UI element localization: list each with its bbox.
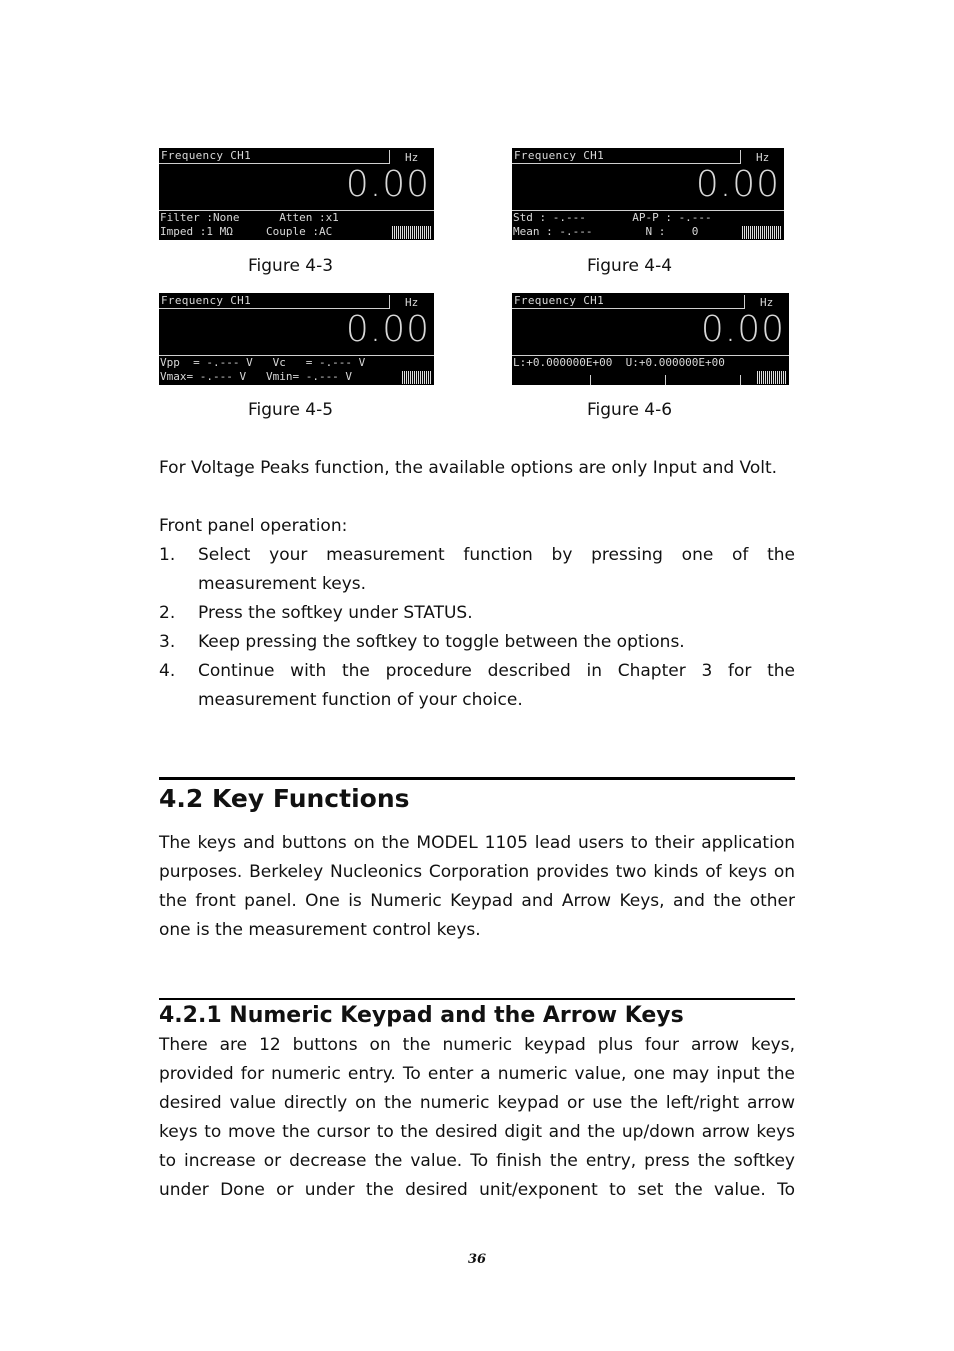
lcd-unit: Hz [760, 296, 774, 309]
lcd-status-row-1: Filter :None Atten :x1 [160, 211, 339, 224]
section-rule [159, 777, 795, 780]
paragraph-voltage-peaks: For Voltage Peaks function, the available options are only Input and Volt. [159, 458, 778, 478]
figure-caption: Figure 4-4 [587, 256, 673, 276]
lcd-title: Frequency CH1 [514, 294, 604, 307]
list-number: 4. [159, 661, 176, 681]
softkey-label [392, 226, 432, 239]
lcd-title: Frequency CH1 [161, 149, 251, 162]
lcd-unit: Hz [405, 151, 419, 164]
lcd-status-row-2: Imped :1 MΩ Couple :AC [160, 225, 333, 238]
softkey-label [757, 371, 787, 384]
section-rule [159, 998, 795, 1000]
softkey-label [742, 226, 782, 239]
list-item [159, 599, 795, 628]
lcd-reading: 0.00 [345, 164, 430, 205]
list-text: Select your measurement function by pressing one of the measurement keys. [198, 545, 795, 594]
lcd-figure-4-5 [159, 293, 434, 385]
lcd-reading: 0.00 [700, 309, 785, 350]
list-item [159, 657, 795, 715]
figure-caption: Figure 4-6 [587, 400, 673, 420]
lcd-reading: 0.00 [345, 309, 430, 350]
softkey-label [402, 371, 432, 384]
lcd-figure-4-4 [512, 148, 784, 240]
section-heading-4-2: 4.2 Key Functions [159, 784, 410, 813]
front-panel-heading: Front panel operation: [159, 516, 348, 536]
list-number: 1. [159, 545, 176, 565]
lcd-status-row-2: Vmax= -.--- V Vmin= -.--- V [160, 370, 353, 383]
lcd-status-row-1: Std : -.--- AP-P : -.--- [513, 211, 712, 224]
figure-caption: Figure 4-3 [248, 256, 334, 276]
list-item [159, 628, 795, 657]
lcd-status-row-2: Mean : -.--- N : 0 [513, 225, 699, 238]
list-text: Press the softkey under STATUS. [198, 603, 473, 623]
list-item [159, 541, 795, 599]
list-text: Continue with the procedure described in Chapter 3 for the measurement function of your choice. [198, 661, 795, 710]
lcd-status-row-1: L:+0.000000E+00 U:+0.000000E+00 [513, 356, 725, 369]
section-4-2-1-body: There are 12 buttons on the numeric keypad plus four arrow keys, provided for numeric entry. To enter a numeric value, one may input the desired value directly on the numeric keypad or use the left/right arrow keys to move the cursor to the desired digit and the up/down arrow keys to increase or decrease the value. To finish the entry, press the softkey under Done or under the desired unit/exponent to set the value. To [159, 1035, 795, 1200]
lcd-unit: Hz [756, 151, 770, 164]
lcd-title: Frequency CH1 [514, 149, 604, 162]
page-number: 36 [467, 1252, 487, 1267]
list-number: 2. [159, 603, 176, 623]
lcd-status-row-1: Vpp = -.--- V Vc = -.--- V [160, 356, 366, 369]
figure-caption: Figure 4-5 [248, 400, 334, 420]
lcd-figure-4-6 [512, 293, 789, 385]
list-text: Keep pressing the softkey to toggle between the options. [198, 632, 685, 652]
lcd-unit: Hz [405, 296, 419, 309]
lcd-reading: 0.00 [695, 164, 780, 205]
lcd-title: Frequency CH1 [161, 294, 251, 307]
list-number: 3. [159, 632, 176, 652]
section-4-2-body: The keys and buttons on the MODEL 1105 lead users to their application purposes. Berkeley Nucleonics Corporation provides two kinds of keys on the front panel. One is Numeric Keypad and Arrow Keys, and the other one is the measurement control keys. [159, 833, 795, 940]
lcd-figure-4-3 [159, 148, 434, 240]
section-heading-4-2-1: 4.2.1 Numeric Keypad and the Arrow Keys [159, 1003, 684, 1028]
front-panel-steps [159, 541, 795, 715]
